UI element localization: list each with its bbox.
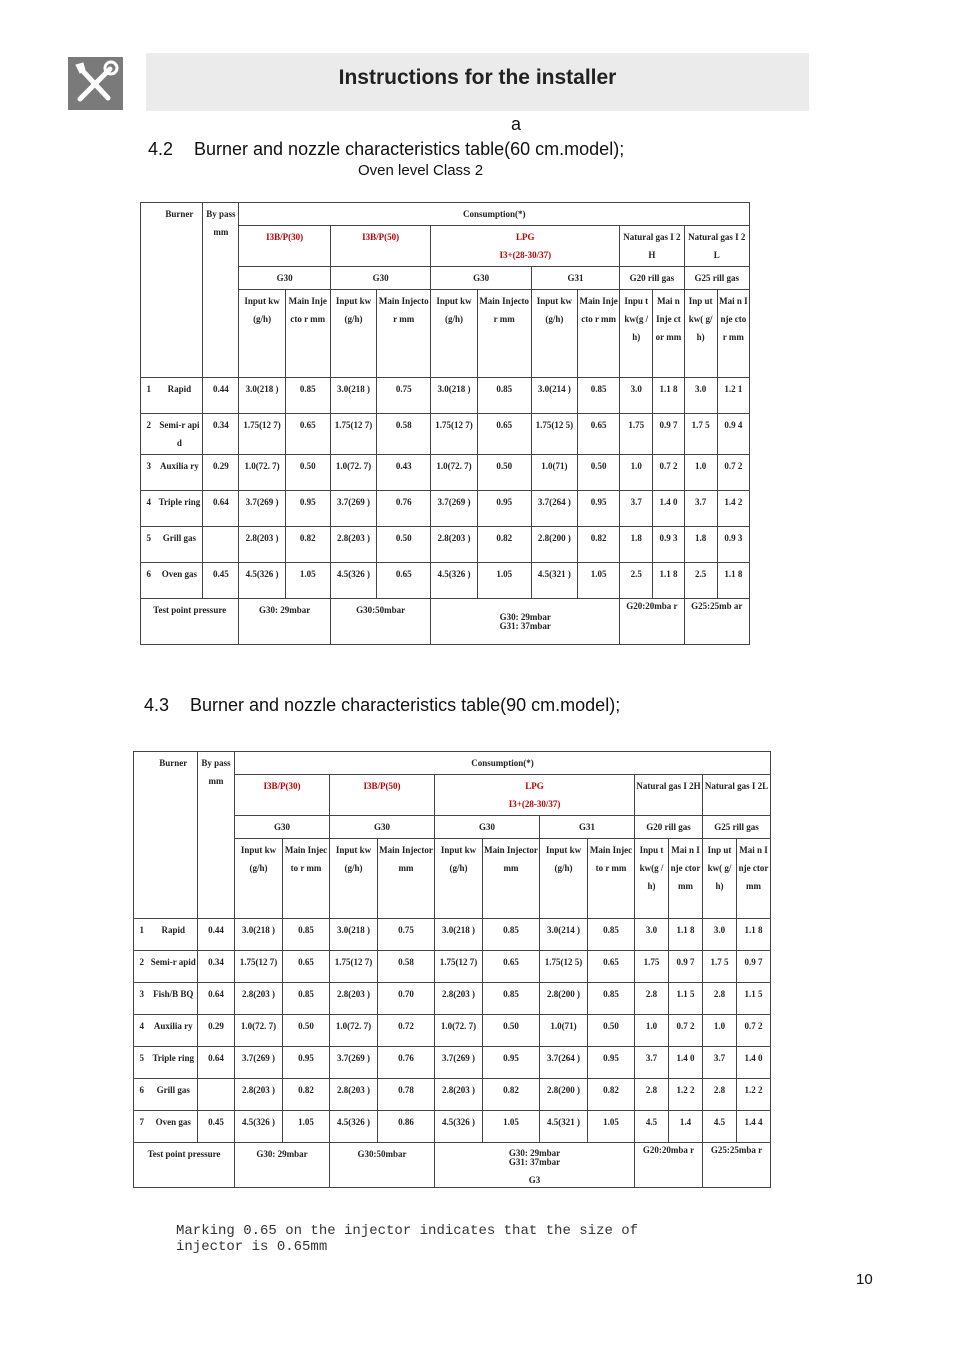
table-row: 1 Rapid 0.44 3.0(218 ) 0.85 3.0(218 ) 0.75 3.0(218 ) 0.85 3.0(214 ) 0.85 3.0 1.1 8 3.0 1.2 1	[141, 378, 750, 414]
col-burner: Burner	[150, 752, 198, 919]
table-row: 1 Rapid 0.44 3.0(218 ) 0.85 3.0(218 ) 0.75 3.0(218 ) 0.85 3.0(214 ) 0.85 3.0 1.1 8 3.0 1.1 8	[134, 919, 771, 951]
col-lpg-i3plus: LPG I3+(28-30/37)	[431, 226, 620, 267]
stray-character: a	[511, 114, 522, 134]
col-bypass: By pass mm	[203, 203, 239, 378]
section-title: Burner and nozzle characteristics table(90 cm.model);	[190, 695, 621, 715]
col-consumption: Consumption(*)	[235, 752, 771, 775]
col-i3bp30: I3B/P(30)	[239, 226, 330, 267]
page-number: 10	[856, 1271, 873, 1288]
section-number: 4.2	[148, 139, 174, 159]
col-i3bp50: I3B/P(50)	[330, 226, 430, 267]
table-60cm: Burner By pass mm Consumption(*) I3B/P(30) I3B/P(50) LPG I3+(28-30/37) Natural gas I 2H Natural gas I 2L G30 G30 G30 G31 G20 rill gas G25 rill gas Input kw(g/h) Main Injecto r mm Input kw(g/h) Main Injector mm Input kw(g/h) Main Injector mm Input kw(g/h) Main Injecto r mm Inpu t kw(g /h) Mai n Inje ctor mm Inp ut kw( g/h) Mai n Inje ctor mm 1 Rapid 0.44 3.0(218 ) 0.85 3.0(218 ) 0.75 3.0(218 ) 0.85 3.0(214 ) 0.85 3.0 1.1 8 3.0 1.2 1 2 Semi-r apid 0.34 1.75(12 7) 0.65 1.75(12 7) 0.58 1.75(12 7) 0.65 1.75(12 5) 0.65 1.75 0.9 7 1.7 5 0.9 4 3 Auxilia ry 0.29 1.0(72. 7) 0.50 1.0(72. 7) 0.43 1.0(72. 7) 0.50 1.0(71) 0.50 1.0 0.7 2 1.0 0.7 2 4 Triple ring 0.64 3.7(269 ) 0.95 3.7(269 ) 0.76 3.7(269 ) 0.95 3.7(264 ) 0.95 3.7 1.4 0 3.7 1.4 2 5 Grill gas 2.8(203 ) 0.82 2.8(203 ) 0.50 2.8(203 ) 0.82 2.8(200 ) 0.82 1.8 0.9 3 1.8 0.9 3 6 Oven gas 0.45 4.5(326 ) 1.05 4.5(326 ) 0.65 4.5(326 ) 1.05 4.5(321 ) 1.05 2.5 1.1 8 2.5 1.1 8 Test point pressure G30: 29mbar G30:50mbar G30: 29mbar G31: 37mbar G20:20mba r G25:25mb ar	[140, 202, 750, 645]
col-natural-i2h: Natural gas I 2H	[620, 226, 684, 267]
col-i3bp50: I3B/P(50)	[330, 775, 435, 816]
col-consumption: Consumption(*)	[239, 203, 750, 226]
section-number: 4.3	[144, 695, 170, 715]
table-row: 6 Oven gas 0.45 4.5(326 ) 1.05 4.5(326 ) 0.65 4.5(326 ) 1.05 4.5(321 ) 1.05 2.5 1.1 8 2.5 1.1 8	[141, 563, 750, 599]
table-row: 5 Triple ring 0.64 3.7(269 ) 0.95 3.7(269 ) 0.76 3.7(269 ) 0.95 3.7(264 ) 0.95 3.7 1.4 0 3.7 1.4 0	[134, 1047, 771, 1079]
header-bar	[146, 53, 809, 111]
table-row: 6 Grill gas 2.8(203 ) 0.82 2.8(203 ) 0.78 2.8(203 ) 0.82 2.8(200 ) 0.82 2.8 1.2 2 2.8 1.2 2	[134, 1079, 771, 1111]
col-lpg-i3plus: LPG I3+(28-30/37)	[435, 775, 635, 816]
table-row: 2 Semi-r apid 0.34 1.75(12 7) 0.65 1.75(12 7) 0.58 1.75(12 7) 0.65 1.75(12 5) 0.65 1.75 0.9 7 1.7 5 0.9 4	[141, 414, 750, 455]
table-row: 7 Oven gas 0.45 4.5(326 ) 1.05 4.5(326 ) 0.86 4.5(326 ) 1.05 4.5(321 ) 1.05 4.5 1.4 4.5 1.4 4	[134, 1111, 771, 1143]
col-i3bp30: I3B/P(30)	[235, 775, 330, 816]
test-point-label: Test point pressure	[141, 599, 239, 645]
table-row: 4 Auxilia ry 0.29 1.0(72. 7) 0.50 1.0(72. 7) 0.72 1.0(72. 7) 0.50 1.0(71) 0.50 1.0 0.7 2 1.0 0.7 2	[134, 1015, 771, 1047]
col-natural-i2h: Natural gas I 2H	[635, 775, 703, 816]
section-heading-60	[148, 139, 624, 160]
col-burner: Burner	[157, 203, 203, 378]
injector-note: Marking 0.65 on the injector indicates that the size of injector is 0.65mm	[176, 1223, 639, 1255]
table-90cm: Burner By pass mm Consumption(*) I3B/P(30) I3B/P(50) LPG I3+(28-30/37) Natural gas I 2H Natural gas I 2L G30 G30 G30 G31 G20 rill gas G25 rill gas Input kw(g/h) Main Injecto r mm Input kw(g/h) Main Injector mm Input kw(g/h) Main Injector mm Input kw(g/h) Main Injecto r mm Inpu t kw(g /h) Mai n Inje ctor mm Inp ut kw( g/h) Mai n Inje ctor mm 1 Rapid 0.44 3.0(218 ) 0.85 3.0(218 ) 0.75 3.0(218 ) 0.85 3.0(214 ) 0.85 3.0 1.1 8 3.0 1.1 8 2 Semi-r apid 0.34 1.75(12 7) 0.65 1.75(12 7) 0.58 1.75(12 7) 0.65 1.75(12 5) 0.65 1.75 0.9 7 1.7 5 0.9 7 3 Fish/B BQ 0.64 2.8(203 ) 0.85 2.8(203 ) 0.70 2.8(203 ) 0.85 2.8(200 ) 0.85 2.8 1.1 5 2.8 1.1 5 4 Auxilia ry 0.29 1.0(72. 7) 0.50 1.0(72. 7) 0.72 1.0(72. 7) 0.50 1.0(71) 0.50 1.0 0.7 2 1.0 0.7 2 5 Triple ring 0.64 3.7(269 ) 0.95 3.7(269 ) 0.76 3.7(269 ) 0.95 3.7(264 ) 0.95 3.7 1.4 0 3.7 1.4 0 6 Grill gas 2.8(203 ) 0.82 2.8(203 ) 0.78 2.8(203 ) 0.82 2.8(200 ) 0.82 2.8 1.2 2 2.8 1.2 2 7 Oven gas 0.45 4.5(326 ) 1.05 4.5(326 ) 0.86 4.5(326 ) 1.05 4.5(321 ) 1.05 4.5 1.4 4.5 1.4 4 Test point pressure G30: 29mbar G30:50mbar G30: 29mbar G31: 37mbar G3 G20:20mba r G25:25mba r	[133, 751, 771, 1188]
tools-icon	[68, 57, 123, 110]
table-row: 3 Fish/B BQ 0.64 2.8(203 ) 0.85 2.8(203 ) 0.70 2.8(203 ) 0.85 2.8(200 ) 0.85 2.8 1.1 5 2.8 1.1 5	[134, 983, 771, 1015]
table-row: 5 Grill gas 2.8(203 ) 0.82 2.8(203 ) 0.50 2.8(203 ) 0.82 2.8(200 ) 0.82 1.8 0.9 3 1.8 0.9 3	[141, 527, 750, 563]
table-row: 2 Semi-r apid 0.34 1.75(12 7) 0.65 1.75(12 7) 0.58 1.75(12 7) 0.65 1.75(12 5) 0.65 1.75 0.9 7 1.7 5 0.9 7	[134, 951, 771, 983]
section-heading-90	[144, 695, 620, 716]
test-point-label: Test point pressure	[134, 1143, 235, 1188]
col-natural-i2l: Natural gas I 2L	[684, 226, 749, 267]
page-title: Instructions for the installer	[338, 66, 617, 89]
table-row: 4 Triple ring 0.64 3.7(269 ) 0.95 3.7(269 ) 0.76 3.7(269 ) 0.95 3.7(264 ) 0.95 3.7 1.4 0 3.7 1.4 2	[141, 491, 750, 527]
section-title: Burner and nozzle characteristics table(60 cm.model);	[194, 139, 625, 159]
col-bypass: By pass mm	[198, 752, 235, 919]
table-row: 3 Auxilia ry 0.29 1.0(72. 7) 0.50 1.0(72. 7) 0.43 1.0(72. 7) 0.50 1.0(71) 0.50 1.0 0.7 2 1.0 0.7 2	[141, 455, 750, 491]
section-subtitle: Oven level Class 2	[358, 162, 484, 179]
col-natural-i2l: Natural gas I 2L	[703, 775, 771, 816]
